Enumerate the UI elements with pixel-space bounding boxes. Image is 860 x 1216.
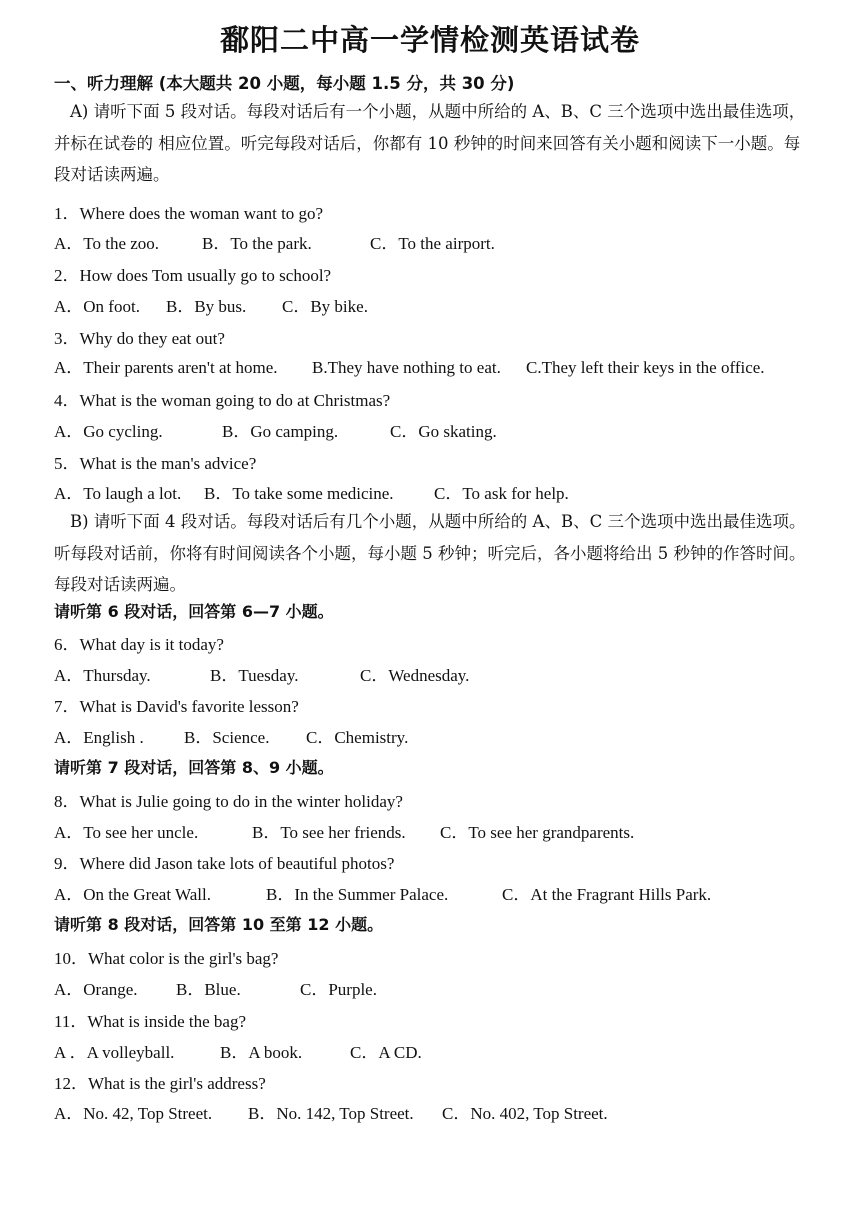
option-c: C．Chemistry. [306,728,409,747]
option-c: C．To see her grandparents. [440,823,635,842]
option-b: B．Go camping. [222,422,339,441]
question-8: 8．What is Julie going to do in the winter holiday? [54,792,403,811]
option-a: A．To the zoo. [54,234,160,253]
question-8-options [54,818,634,843]
option-a: A．To laugh a lot. [54,484,182,503]
question-6: 6．What day is it today? [54,635,224,654]
option-a: A ．A volleyball. [54,1043,175,1062]
option-a: A．On the Great Wall. [54,885,211,904]
option-b: B．No. 142, Top Street. [248,1104,414,1123]
option-c: C．No. 402, Top Street. [442,1104,608,1123]
option-a: A．On foot. [54,297,140,316]
option-a: A．Their parents aren't at home. [54,358,278,377]
question-3-options [54,353,765,378]
question-10: 10．What color is the girl's bag? [54,949,279,968]
option-b: B．In the Summer Palace. [266,885,449,904]
option-c: C．Wednesday. [360,666,470,685]
option-c: C．By bike. [282,297,368,316]
section-heading-listening: 一、听力理解 (本大题共 20 小题，每小题 1.5 分，共 30 分) [54,74,515,93]
option-b: B．To see her friends. [252,823,406,842]
question-7: 7．What is David's favorite lesson? [54,697,299,716]
question-2-options [54,292,368,317]
question-1: 1．Where does the woman want to go? [54,204,324,223]
question-3: 3．Why do they eat out? [54,329,225,348]
question-12: 12．What is the girl's address? [54,1074,266,1093]
option-c: C．A CD. [350,1043,422,1062]
option-b: B．Science. [184,728,270,747]
question-9-options [54,880,711,905]
option-a: A．Thursday. [54,666,151,685]
option-a: A．To see her uncle. [54,823,199,842]
dialogue-7-heading: 请听第 7 段对话，回答第 8、9 小题。 [54,758,334,777]
question-9: 9．Where did Jason take lots of beautiful photos? [54,854,395,873]
option-a: A．English . [54,728,144,747]
option-b: B．To take some medicine. [204,484,394,503]
option-c: C．To ask for help. [434,484,569,503]
option-b: B.They have nothing to eat. [312,358,501,377]
option-c: C．Purple. [300,980,377,999]
dialogue-6-heading: 请听第 6 段对话，回答第 6—7 小题。 [54,602,334,621]
question-5-options [54,479,569,504]
option-a: A．Orange. [54,980,138,999]
question-1-options [54,229,495,254]
option-c: C．To the airport. [370,234,495,253]
exam-title: 鄱阳二中高一学情检测英语试卷 [219,23,640,57]
option-c: C.They left their keys in the office. [526,358,765,377]
option-a: A．Go cycling. [54,422,163,441]
question-11-options [54,1038,422,1063]
question-2: 2．How does Tom usually go to school? [54,266,332,285]
option-c: C．Go skating. [390,422,497,441]
dialogue-8-heading: 请听第 8 段对话，回答第 10 至第 12 小题。 [54,915,384,934]
option-a: A．No. 42, Top Street. [54,1104,213,1123]
question-5: 5．What is the man's advice? [54,454,257,473]
option-b: B．Blue. [176,980,241,999]
option-c: C．At the Fragrant Hills Park. [502,885,712,904]
option-b: B．Tuesday. [210,666,299,685]
question-7-options [54,723,408,748]
question-12-options [54,1099,608,1124]
question-4-options [54,417,497,442]
question-11: 11．What is inside the bag? [54,1012,246,1031]
question-10-options [54,975,377,1000]
option-b: B．By bus. [166,297,247,316]
option-b: B．To the park. [202,234,312,253]
part-a-instructions: A) 请听下面 5 段对话。每段对话后有一个小题，从题中所给的 A、B、C 三个选项中选出最佳选项，并标在试卷的 相应位置。听完每段对话后，你都有 10 秒钟的时间来回答有关小题和阅读下一小题。每段对话读两遍。 [54,102,806,184]
question-4: 4．What is the woman going to do at Christmas? [54,391,391,410]
question-6-options [54,661,469,686]
part-b-instructions: B) 请听下面 4 段对话。每段对话后有几个小题，从题中所给的 A、B、C 三个选项中选出最佳选项。听每段对话前，你将有时间阅读各个小题，每小题 5 秒钟；听完后，各小题将给出 5 秒钟的作答时间。每段对话读两遍。 [54,512,806,594]
option-b: B．A book. [220,1043,303,1062]
